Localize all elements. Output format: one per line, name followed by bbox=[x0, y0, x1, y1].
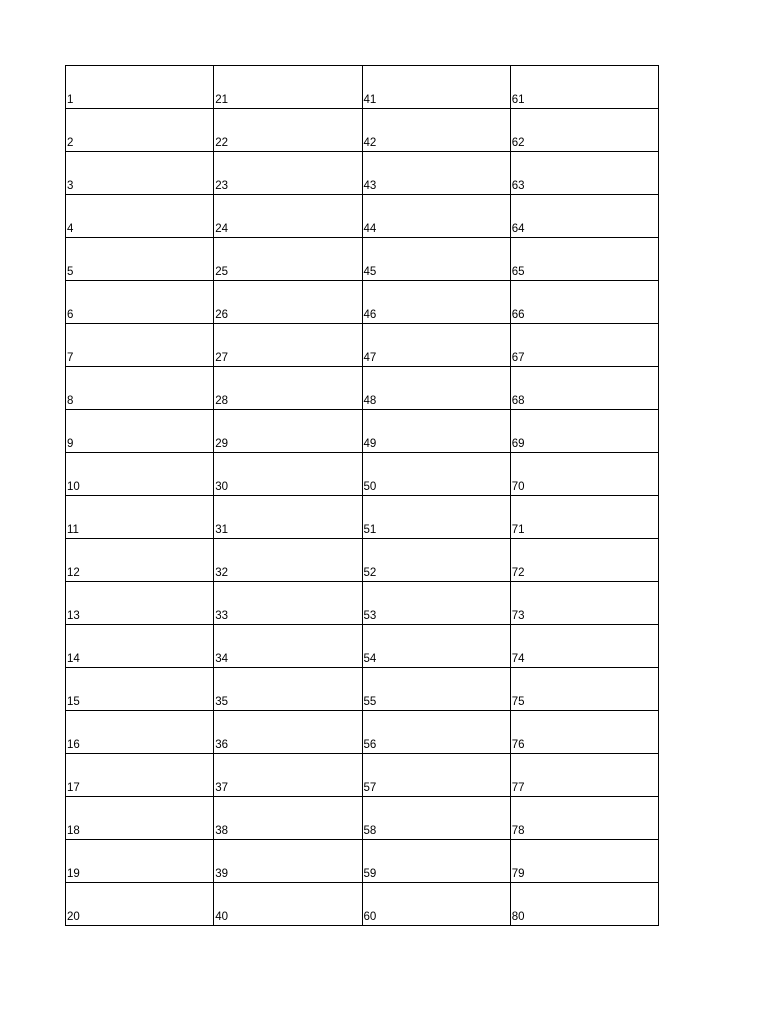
table-cell: 24 bbox=[214, 195, 362, 238]
table-row bbox=[66, 152, 659, 195]
table-cell: 59 bbox=[362, 840, 510, 883]
table-row bbox=[66, 496, 659, 539]
table-cell: 35 bbox=[214, 668, 362, 711]
table-cell: 63 bbox=[510, 152, 658, 195]
table-cell: 60 bbox=[362, 883, 510, 926]
table-row bbox=[66, 281, 659, 324]
table-cell: 55 bbox=[362, 668, 510, 711]
table-cell: 30 bbox=[214, 453, 362, 496]
table-row bbox=[66, 453, 659, 496]
table-cell: 45 bbox=[362, 238, 510, 281]
table-cell: 78 bbox=[510, 797, 658, 840]
table-row bbox=[66, 367, 659, 410]
table-cell: 19 bbox=[66, 840, 214, 883]
table-cell: 2 bbox=[66, 109, 214, 152]
table-cell: 68 bbox=[510, 367, 658, 410]
table-cell: 3 bbox=[66, 152, 214, 195]
table-cell: 36 bbox=[214, 711, 362, 754]
table-cell: 41 bbox=[362, 66, 510, 109]
table-cell: 62 bbox=[510, 109, 658, 152]
table-row bbox=[66, 883, 659, 926]
table-cell: 17 bbox=[66, 754, 214, 797]
table-row bbox=[66, 539, 659, 582]
table-cell: 5 bbox=[66, 238, 214, 281]
table-cell: 25 bbox=[214, 238, 362, 281]
table-cell: 18 bbox=[66, 797, 214, 840]
table-cell: 79 bbox=[510, 840, 658, 883]
table-cell: 9 bbox=[66, 410, 214, 453]
table-cell: 12 bbox=[66, 539, 214, 582]
table-cell: 43 bbox=[362, 152, 510, 195]
table-cell: 57 bbox=[362, 754, 510, 797]
table-cell: 8 bbox=[66, 367, 214, 410]
table-cell: 50 bbox=[362, 453, 510, 496]
table-cell: 22 bbox=[214, 109, 362, 152]
table-row bbox=[66, 840, 659, 883]
table-cell: 80 bbox=[510, 883, 658, 926]
table-cell: 37 bbox=[214, 754, 362, 797]
table-cell: 72 bbox=[510, 539, 658, 582]
table-cell: 53 bbox=[362, 582, 510, 625]
table-cell: 65 bbox=[510, 238, 658, 281]
table-cell: 66 bbox=[510, 281, 658, 324]
table-cell: 23 bbox=[214, 152, 362, 195]
table-cell: 56 bbox=[362, 711, 510, 754]
table-cell: 44 bbox=[362, 195, 510, 238]
table-row bbox=[66, 711, 659, 754]
table-cell: 74 bbox=[510, 625, 658, 668]
table-cell: 21 bbox=[214, 66, 362, 109]
table-cell: 4 bbox=[66, 195, 214, 238]
table-cell: 73 bbox=[510, 582, 658, 625]
table-cell: 10 bbox=[66, 453, 214, 496]
table-cell: 6 bbox=[66, 281, 214, 324]
table-cell: 52 bbox=[362, 539, 510, 582]
table-cell: 76 bbox=[510, 711, 658, 754]
table-cell: 32 bbox=[214, 539, 362, 582]
table-cell: 70 bbox=[510, 453, 658, 496]
table-cell: 27 bbox=[214, 324, 362, 367]
table-row bbox=[66, 582, 659, 625]
number-grid-table bbox=[65, 65, 659, 926]
table-cell: 26 bbox=[214, 281, 362, 324]
table-cell: 13 bbox=[66, 582, 214, 625]
table-cell: 49 bbox=[362, 410, 510, 453]
table-cell: 38 bbox=[214, 797, 362, 840]
table-row bbox=[66, 109, 659, 152]
table-cell: 48 bbox=[362, 367, 510, 410]
table-cell: 58 bbox=[362, 797, 510, 840]
table-row bbox=[66, 238, 659, 281]
table-row bbox=[66, 754, 659, 797]
table-cell: 14 bbox=[66, 625, 214, 668]
table-cell: 42 bbox=[362, 109, 510, 152]
table-cell: 29 bbox=[214, 410, 362, 453]
table-cell: 69 bbox=[510, 410, 658, 453]
table-row bbox=[66, 195, 659, 238]
table-cell: 15 bbox=[66, 668, 214, 711]
table-cell: 11 bbox=[66, 496, 214, 539]
table-cell: 64 bbox=[510, 195, 658, 238]
table-cell: 31 bbox=[214, 496, 362, 539]
table-cell: 61 bbox=[510, 66, 658, 109]
table-cell: 33 bbox=[214, 582, 362, 625]
table-row bbox=[66, 324, 659, 367]
table-row bbox=[66, 625, 659, 668]
table-row bbox=[66, 410, 659, 453]
table-row bbox=[66, 797, 659, 840]
table-cell: 39 bbox=[214, 840, 362, 883]
table-cell: 40 bbox=[214, 883, 362, 926]
table-cell: 28 bbox=[214, 367, 362, 410]
table-cell: 71 bbox=[510, 496, 658, 539]
table-row bbox=[66, 668, 659, 711]
table-cell: 20 bbox=[66, 883, 214, 926]
table-cell: 46 bbox=[362, 281, 510, 324]
number-grid-body bbox=[66, 66, 659, 926]
table-cell: 67 bbox=[510, 324, 658, 367]
table-cell: 16 bbox=[66, 711, 214, 754]
table-row bbox=[66, 66, 659, 109]
table-cell: 77 bbox=[510, 754, 658, 797]
table-cell: 1 bbox=[66, 66, 214, 109]
table-cell: 34 bbox=[214, 625, 362, 668]
table-cell: 47 bbox=[362, 324, 510, 367]
table-cell: 7 bbox=[66, 324, 214, 367]
table-cell: 75 bbox=[510, 668, 658, 711]
table-cell: 54 bbox=[362, 625, 510, 668]
table-cell: 51 bbox=[362, 496, 510, 539]
